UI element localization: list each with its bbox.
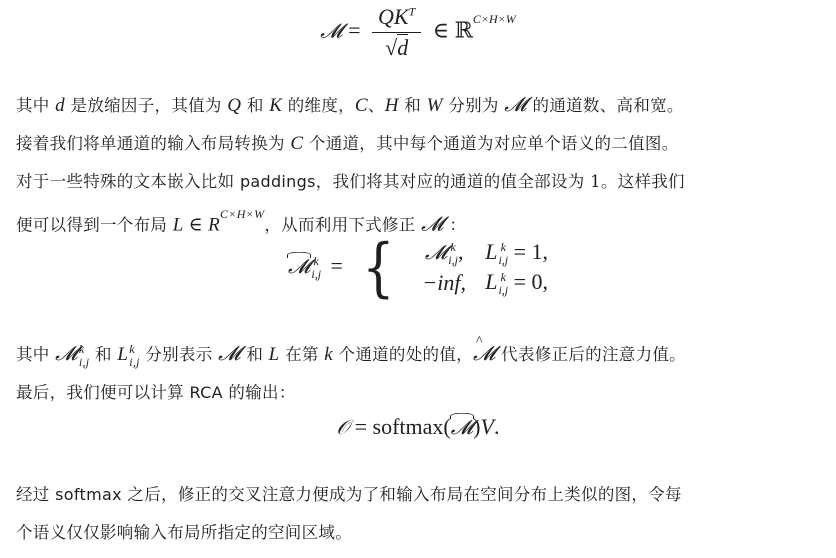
eq3-close: )	[473, 414, 481, 439]
eq1-fraction	[372, 4, 421, 61]
eq1-numerator: $QK^T$	[372, 4, 421, 33]
eq3-dot: .	[493, 414, 500, 439]
eq1-set-sup: C×H×W	[472, 12, 516, 27]
p3-line-2: 个语义仅仅影响输入布局所指定的空间区域。	[16, 523, 352, 542]
eq2-case-2: −inf, L k i,j = 0,	[422, 269, 549, 297]
eq2-brace: {	[362, 231, 396, 305]
eq1-equals: =	[348, 17, 361, 43]
eq3-lhs: 𝒪	[336, 417, 350, 439]
paragraph-2	[16, 335, 828, 412]
eq2-lhs: 𝓜	[287, 256, 311, 279]
equation-output	[0, 414, 836, 440]
eq1-lhs: 𝓜	[320, 20, 343, 43]
eq3-v: V	[480, 414, 494, 439]
eq2-case-1: 𝓜 k i,j , L k i,j = 1,	[424, 239, 549, 267]
p1-line-2: 接着我们将单通道的输入布局转换为 C 个通道，其中每个通道为对应单个语义的二值图。	[16, 133, 679, 154]
p2-line-1: 其中 𝓜 k i,j 和 L k i,j 分别表示 𝓜 和 L 在第 k 个通道的处的值，^ 𝓜 代表修正后的注意力值。	[16, 335, 828, 374]
p2-line-2: 最后，我们便可以计算 RCA 的输出：	[16, 383, 296, 402]
p3-line-1: 经过 softmax 之后，修正的交叉注意力便成为了和输入布局在空间分布上类似的图，令每	[16, 485, 682, 504]
eq2-equals: =	[330, 253, 343, 279]
paragraph-3	[16, 476, 828, 552]
equation-masked-attention: 𝓜 k i,j = { 𝓜 k i,j , L k i,j = 1, −inf, L k i,j = 0,	[287, 231, 549, 305]
eq3-m: 𝓜	[450, 417, 474, 439]
paragraph-1	[16, 86, 828, 245]
p1-line-1: 其中 d 是放缩因子，其值为 Q 和 K 的维度，C、H 和 W 分别为 𝓜 的通道数、高和宽。	[16, 94, 684, 116]
p1-line-3: 对于一些特殊的文本嵌入比如 paddings，我们将其对应的通道的值全部设为 1。这样我们	[16, 172, 685, 191]
equation-attention-map	[0, 4, 836, 61]
eq3-eq-softmax: = softmax(	[354, 414, 451, 439]
eq1-denominator: √d	[385, 35, 409, 60]
eq2-cases	[352, 231, 549, 305]
eq1-set: ℝ	[454, 17, 473, 43]
eq1-in: ∈	[432, 17, 450, 43]
p1-line-4: 便可以得到一个布局 L ∈ $R^{C\times H\times W}$，从而利用下式修正 𝓜 ：	[16, 207, 467, 236]
